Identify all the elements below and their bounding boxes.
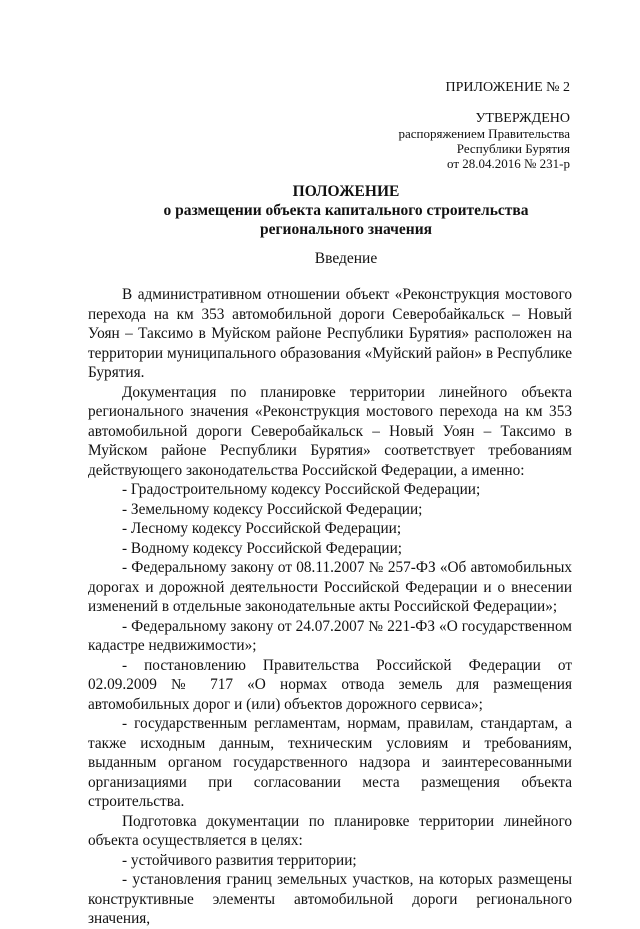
list-item: - установления границ земельных участков, на которых размещены конструктивные элементы автомобильной дороги регионального значения,	[88, 871, 572, 927]
approved-by-line-1: распоряжением Правительства	[398, 126, 570, 141]
paragraph: Подготовка документации по планировке территории линейного объекта осуществляется в целях:	[88, 812, 572, 849]
title-line-3: регионального значения	[259, 221, 433, 238]
paragraph: Документация по планировке территории линейного объекта регионального значения «Реконструкция мостового перехода на км 353 автомобильной дороги Северобайкальск – Новый Уоян – Таксимо в Муйском районе Республики Бурятия» соответствует требованиям действующего законодательства Российской Федерации, а именно:	[88, 383, 572, 479]
document-body	[88, 285, 572, 929]
section-heading: Введение	[314, 250, 378, 267]
appendix-label	[446, 80, 571, 95]
appendix-number: ПРИЛОЖЕНИЕ № 2	[445, 80, 570, 95]
list-item: - Градостроительному кодексу Российской Федерации;	[122, 481, 481, 498]
paragraph: В административном отношении объект «Реконструкция мостового перехода на км 353 автомобильной дороги Северобайкальск – Новый Уоян – Таксимо в Муйском районе Республики Бурятия» расположен на территории муниципального образования «Муйский район» в Республике Бурятия.	[88, 286, 572, 381]
list-item: - Земельному кодексу Российской Федерации;	[122, 500, 423, 518]
list-item: - устойчивого развития территории;	[122, 851, 357, 869]
approved-label: УТВЕРЖДЕНО	[475, 111, 570, 126]
document-title	[70, 182, 622, 239]
list-item: - Федеральному закону от 24.07.2007 № 221-ФЗ «О государственном кадастре недвижимости»;	[88, 617, 572, 654]
list-item: - Лесному кодексу Российской Федерации;	[122, 520, 402, 537]
approved-date: от 28.04.2016 № 231-р	[447, 156, 570, 171]
approved-by-line-2: Республики Бурятия	[456, 141, 570, 156]
approval-stamp	[398, 111, 570, 171]
list-item: - постановлению Правительства Российской Федерации от 02.09.2009 № 717 «О нормах отвода земель для размещения автомобильных дорог и (или) объектов дорожного сервиса»;	[88, 656, 572, 713]
title-line-1: ПОЛОЖЕНИЕ	[292, 183, 400, 200]
list-item: - государственным регламентам, нормам, правилам, стандартам, а также исходным данным, техническим условиям и требованиям, выданным органом государственного надзора и заинтересованными организациями при согласовании места размещения объекта строительства.	[88, 715, 572, 810]
title-line-2: о размещении объекта капитального строительства	[163, 202, 529, 219]
list-item: - Водному кодексу Российской Федерации;	[122, 539, 403, 557]
list-item: - Федеральному закону от 08.11.2007 № 257-ФЗ «Об автомобильных дорогах и дорожной деятельности Российской Федерации и о внесении изменений в отдельные законодательные акты Российской Федерации»;	[88, 559, 572, 615]
